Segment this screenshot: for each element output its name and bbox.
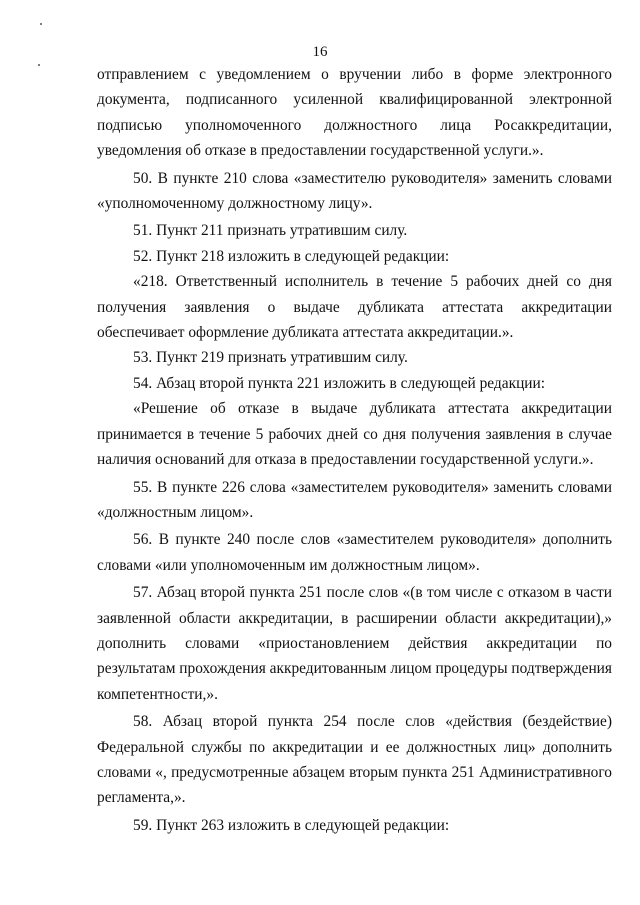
scan-speck — [40, 23, 42, 25]
scan-speck — [38, 64, 40, 66]
paragraph-quote-221: «Решение об отказе в выдаче дубликата аттестата аккредитации принимается в течение 5 рабочих дней со дня получения заявления в случае наличия оснований для отказа в предоставлении государственной услуги.». — [97, 400, 612, 469]
paragraph-item-55: 55. В пункте 226 слова «заместителем руководителя» заменить словами «должностным лицом». — [97, 478, 612, 521]
paragraph-item-52: 52. Пункт 218 изложить в следующей редакции: — [133, 247, 450, 265]
paragraph-item-53: 53. Пункт 219 признать утратившим силу. — [133, 349, 408, 367]
paragraph-item-51: 51. Пункт 211 признать утратившим силу. — [133, 222, 408, 240]
paragraph-item-58: 58. Абзац второй пункта 254 после слов «действия (бездействие) Федеральной службы по аккредитации и ее должностных лиц» дополнить словами «, предусмотренные абзацем вторым пункта 251 Административного регламента,». — [97, 713, 612, 807]
document-body — [97, 62, 612, 838]
paragraph-item-56: 56. В пункте 240 после слов «заместителем руководителя» дополнить словами «или уполномоченным им должностным лицом». — [97, 531, 612, 574]
paragraph-continuation: отправлением с уведомлением о вручении либо в форме электронного документа, подписанного усиленной квалифицированной электронной подписью уполномоченного должностного лица Росаккредитации, уведомления об отказе в предоставлении государственной услуги.». — [97, 66, 612, 160]
paragraph-item-54: 54. Абзац второй пункта 221 изложить в следующей редакции: — [133, 374, 546, 392]
paragraph-item-59: 59. Пункт 263 изложить в следующей редакции: — [133, 816, 450, 834]
paragraph-item-57: 57. Абзац второй пункта 251 после слов «(в том числе с отказом в части заявленной области аккредитации, в расширении области аккредитации),» дополнить словами «приостановлением действия аккредитации по результатам прохождения аккредитованным лицом процедуры подтверждения компетентности,». — [97, 584, 612, 703]
paragraph-quote-218: «218. Ответственный исполнитель в течение 5 рабочих дней со дня получения заявления о выдаче дубликата аттестата аккредитации обеспечивает оформление дубликата аттестата аккредитации.». — [97, 273, 612, 342]
page-number: 16 — [312, 44, 328, 60]
paragraph-item-50: 50. В пункте 210 слова «заместителю руководителя» заменить словами «уполномоченному должностному лицу». — [97, 169, 612, 213]
